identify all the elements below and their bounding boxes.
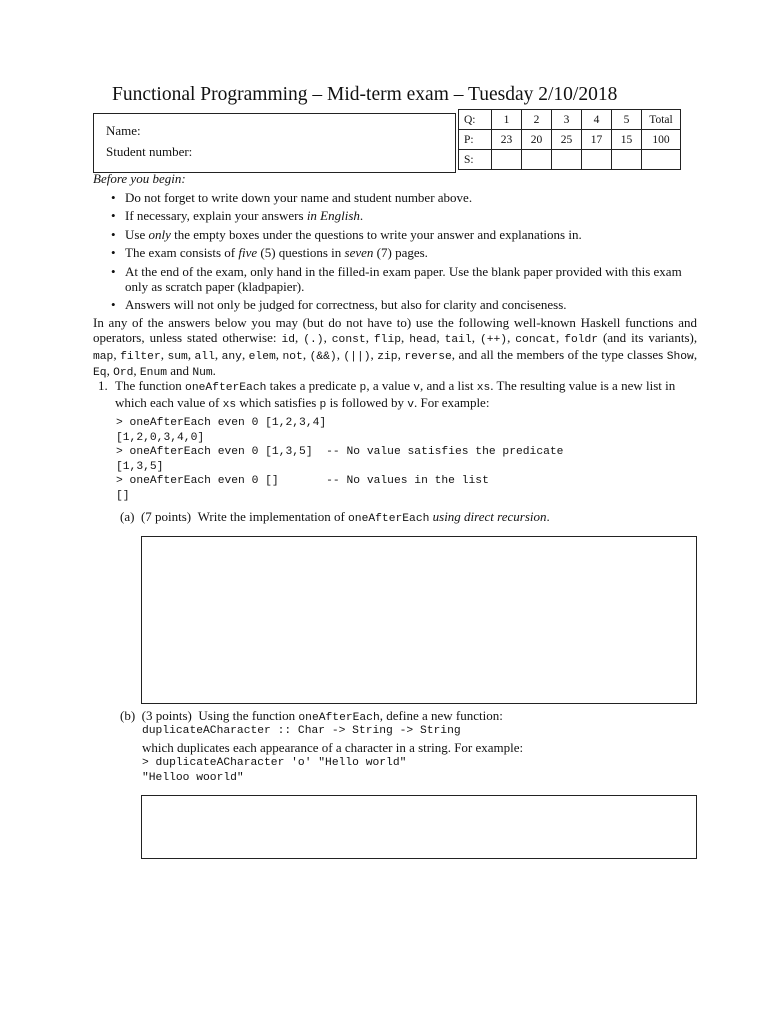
code-token: v bbox=[413, 382, 421, 394]
score-p-cell: 17 bbox=[582, 130, 612, 150]
text: and bbox=[167, 363, 193, 379]
emphasis: five bbox=[238, 245, 258, 261]
text: . For example: bbox=[413, 394, 490, 410]
code-token: all bbox=[194, 350, 215, 363]
list-item bbox=[107, 227, 699, 242]
name-box[interactable] bbox=[93, 113, 456, 173]
question-1 bbox=[93, 379, 697, 413]
code-token: oneAfterEach bbox=[348, 513, 430, 525]
list-item bbox=[107, 208, 699, 223]
score-table bbox=[458, 109, 681, 170]
intro-paragraph: In any of the answers below you may (but do not have to) use the following well-known Haskell functions and operators, unless stated otherwise: id, (.), const, flip, head, tail, (++), concat, foldr (and its variants), map, filter, sum, all, any, elem, not, (&&), (||), zip, reverse, and all the members of the type classes Show, Eq, Ord, Enum and Num. bbox=[93, 315, 698, 380]
code-token: zip bbox=[377, 350, 398, 363]
list-item bbox=[107, 264, 699, 294]
score-row-score bbox=[459, 150, 681, 170]
score-q-cell: Total bbox=[642, 110, 681, 130]
page-title: Functional Programming – Mid-term exam – Tuesday 2/10/2018 bbox=[112, 84, 618, 105]
subquestion-label: (b) bbox=[120, 708, 136, 723]
code-example-1: > oneAfterEach even 0 [1,2,3,4] [1,2,0,3,4,0] > oneAfterEach even 0 [1,3,5] -- No value satisfies the predicate [1,3,5] > oneAfterEach even 0 [] -- No values in the list [] bbox=[116, 417, 564, 502]
code-token: map bbox=[93, 350, 114, 363]
points-label: (7 points) bbox=[140, 509, 192, 524]
code-token: p bbox=[319, 398, 327, 411]
code-token: xs bbox=[476, 382, 491, 394]
name-label: Name: bbox=[106, 123, 141, 138]
score-row-questions bbox=[459, 110, 681, 130]
code-token: concat bbox=[515, 333, 556, 346]
instruction-text: Do not forget to write down your name and student number above. bbox=[125, 190, 473, 205]
code-token: (.) bbox=[303, 333, 324, 346]
score-row-points bbox=[459, 130, 681, 150]
score-q-cell: 2 bbox=[522, 110, 552, 130]
score-s-cell[interactable] bbox=[642, 150, 681, 170]
instruction-text: (5) questions in bbox=[257, 245, 345, 261]
instruction-text: (7) pages. bbox=[373, 245, 428, 261]
code-token: (||) bbox=[343, 350, 371, 363]
score-q-label: Q: bbox=[459, 110, 492, 130]
instruction-text: If necessary, explain your answers bbox=[125, 208, 307, 224]
code-token: flip bbox=[373, 333, 402, 346]
score-p-cell: 25 bbox=[552, 130, 582, 150]
score-q-cell: 3 bbox=[552, 110, 582, 130]
code-token: oneAfterEach bbox=[298, 712, 380, 724]
score-q-cell: 5 bbox=[612, 110, 642, 130]
question-1a bbox=[120, 509, 550, 525]
code-token: oneAfterEach bbox=[185, 382, 267, 394]
text: , and all the members of the type classes bbox=[451, 346, 667, 362]
text: , a value bbox=[366, 378, 414, 393]
question-number: 1. bbox=[98, 378, 108, 393]
before-you-begin: Before you begin: bbox=[93, 171, 186, 186]
question-1b bbox=[120, 708, 503, 724]
emphasis: seven bbox=[344, 245, 374, 261]
instruction-text: . bbox=[359, 208, 364, 224]
text: is followed by bbox=[326, 394, 408, 410]
code-token: not bbox=[282, 350, 303, 363]
code-token: head bbox=[409, 333, 437, 346]
score-p-cell: 15 bbox=[612, 130, 642, 150]
score-p-cell: 23 bbox=[492, 130, 522, 150]
student-number-label: Student number: bbox=[106, 144, 193, 159]
list-item bbox=[107, 190, 699, 205]
instructions-list bbox=[107, 190, 699, 315]
points-label: (3 points) bbox=[141, 708, 192, 723]
code-token: Num bbox=[192, 367, 213, 380]
text: . bbox=[546, 509, 550, 524]
text: takes a predicate bbox=[266, 378, 360, 393]
score-s-label: S: bbox=[459, 150, 492, 170]
answer-box-1b[interactable] bbox=[141, 795, 697, 859]
code-example-2: > duplicateACharacter 'o' "Hello world" "Helloo woorld" bbox=[142, 757, 407, 784]
score-p-cell: 20 bbox=[522, 130, 552, 150]
code-token: (++) bbox=[479, 333, 508, 346]
text: The function bbox=[115, 378, 186, 393]
answer-box-1a[interactable] bbox=[141, 536, 697, 704]
score-q-cell: 4 bbox=[582, 110, 612, 130]
code-token: id bbox=[281, 333, 295, 346]
text: Write the implementation of bbox=[197, 509, 349, 524]
score-s-cell[interactable] bbox=[612, 150, 642, 170]
emphasis: only bbox=[148, 226, 171, 242]
code-token: v bbox=[407, 398, 414, 411]
code-token: Enum bbox=[139, 367, 168, 380]
code-token: const bbox=[331, 333, 366, 346]
code-token: tail bbox=[444, 333, 472, 346]
code-token: any bbox=[221, 350, 242, 363]
emphasis: in English bbox=[306, 208, 360, 224]
subquestion-label: (a) bbox=[120, 509, 135, 524]
type-signature: duplicateACharacter :: Char -> String -> String bbox=[142, 725, 461, 737]
emphasis: using direct recursion bbox=[432, 509, 547, 524]
code-token: Show bbox=[666, 350, 694, 363]
text: which satisfies bbox=[236, 394, 320, 410]
code-token: xs bbox=[222, 398, 237, 411]
code-token: sum bbox=[167, 350, 188, 363]
instruction-text: Answers will not only be judged for correctness, but also for clarity and conciseness. bbox=[125, 296, 567, 312]
instruction-text: the empty boxes under the questions to write your answer and explanations in. bbox=[170, 226, 582, 242]
text: (and its variants), bbox=[598, 329, 698, 345]
instruction-text: Use bbox=[125, 226, 149, 242]
text: , define a new function: bbox=[379, 708, 503, 723]
code-token: Eq bbox=[93, 367, 107, 380]
code-token: elem bbox=[248, 350, 276, 363]
text: In any of the answers below you may (but do not have to) use the following well-known Haskell functions and operators, unless stated otherwise: bbox=[93, 315, 697, 345]
text: . bbox=[212, 363, 216, 379]
code-token: reverse bbox=[404, 350, 452, 363]
score-s-cell[interactable] bbox=[522, 150, 552, 170]
code-token: filter bbox=[120, 350, 161, 363]
list-item bbox=[107, 245, 699, 260]
instruction-text: At the end of the exam, only hand in the filled-in exam paper. Use the blank paper provided with this exam only as scratch paper (kladpapier). bbox=[125, 263, 682, 294]
score-s-cell[interactable] bbox=[492, 150, 522, 170]
score-s-cell[interactable] bbox=[582, 150, 612, 170]
score-s-cell[interactable] bbox=[552, 150, 582, 170]
text: , and a list bbox=[420, 378, 477, 393]
question-description: which duplicates each appearance of a character in a string. For example: bbox=[142, 740, 524, 755]
question-text bbox=[115, 379, 697, 413]
instruction-text: The exam consists of bbox=[125, 245, 239, 261]
text: . The resulting value is a new list in which each value of bbox=[115, 378, 676, 410]
score-p-label: P: bbox=[459, 130, 492, 150]
code-token: (&&) bbox=[309, 350, 337, 363]
code-token: foldr bbox=[564, 333, 599, 346]
list-item bbox=[107, 297, 699, 312]
text: Using the function bbox=[198, 708, 299, 723]
score-q-cell: 1 bbox=[492, 110, 522, 130]
code-token: p bbox=[359, 382, 367, 394]
score-p-cell: 100 bbox=[642, 130, 681, 150]
code-token: Ord bbox=[113, 367, 134, 380]
